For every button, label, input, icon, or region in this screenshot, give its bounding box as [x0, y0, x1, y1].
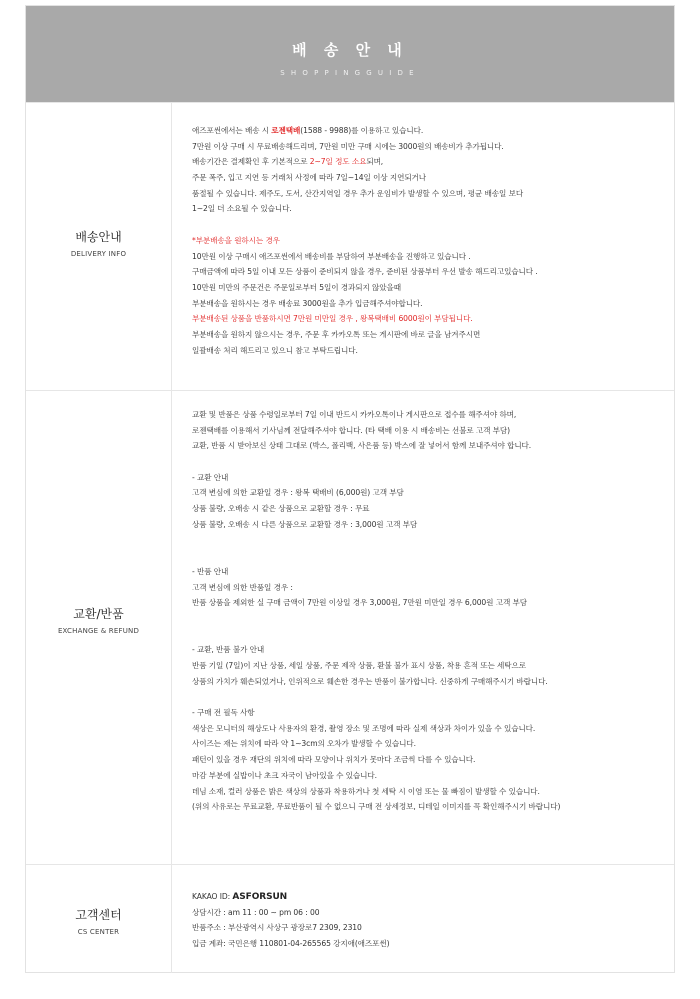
cs-lines	[192, 889, 390, 952]
delivery-lines	[192, 123, 538, 358]
partial-delivery-line: 부분배송을 원하시는 경우 배송료 3000원을 추가 입금해주셔야합니다.	[192, 298, 423, 308]
exchange-lines	[192, 407, 560, 815]
pre-purchase-line: (위의 사유로는 무료교환, 무료반품이 될 수 없으니 구매 전 상세정보, 디테일 이미지를 꼭 확인해주시기 바랍니다)	[192, 802, 561, 812]
pre-purchase-line: 마감 부분에 실밥이나 초크 자국이 남아있을 수 있습니다.	[192, 770, 377, 780]
cs-label-ko: 고객센터	[75, 908, 122, 922]
exchange-line: 교환 및 반품은 상품 수령일로부터 7일 이내 반드시 카카오톡이나 게시판으로 접수를 해주셔야 하며,	[192, 410, 517, 419]
exchange-guide-line: 고객 변심에 의한 교환일 경우 : 왕복 택배비 (6,000원) 고객 부담	[192, 488, 404, 498]
exchange-guide-heading: - 교환 안내	[192, 472, 229, 482]
pre-purchase-line: 사이즈는 재는 위치에 따라 약 1~3cm의 오차가 발생할 수 있습니다.	[192, 739, 416, 749]
exchange-section	[26, 390, 674, 865]
delivery-line: 애즈포썬에서는 배송 시 로젠택배(1588 - 9988)를 이용하고 있습니다.	[192, 126, 424, 135]
exchange-guide-line: 상품 불량, 오배송 시 다른 상품으로 교환할 경우 : 3,000원 고객 부담	[192, 519, 418, 529]
shopping-guide	[25, 5, 675, 973]
pre-purchase-line: 색상은 모니터의 해상도나 사용자의 환경, 촬영 장소 및 조명에 따라 실제 색상과 차이가 있을 수 있습니다.	[192, 723, 536, 733]
guide-title: 배 송 안 내	[292, 41, 408, 59]
partial-delivery-line: 부분배송을 원하지 않으시는 경우, 주문 후 카카오톡 또는 게시판에 바로 글을 남겨주시면	[192, 329, 481, 339]
cs-label	[26, 906, 171, 936]
delivery-line: 품절될 수 있습니다. 제주도, 도서, 산간지역일 경우 추가 운임비가 발생할 수 있으며, 평균 배송일 보다	[192, 188, 524, 198]
return-address: 반품주소 : 부산광역시 사상구 광장로7 2309, 2310	[192, 923, 362, 933]
pre-purchase-line: 패턴이 있을 경우 재단의 위치에 따라 모양이나 위치가 못마다 조금씩 다를 수 있습니다.	[192, 755, 476, 765]
delivery-label	[26, 228, 171, 258]
exchange-label	[26, 605, 171, 635]
exchange-line: 교환, 반품 시 받아보신 상태 그대로 (박스, 폴리백, 사은품 등) 박스에 잘 넣어서 함께 보내주셔야 합니다.	[192, 441, 532, 451]
delivery-line: 1~2일 더 소요될 수 있습니다.	[192, 204, 292, 214]
kakao-id: ASFORSUN	[232, 892, 288, 902]
delivery-label-en: DELIVERY INFO	[70, 250, 127, 258]
partial-delivery-warning: 부분배송된 상품을 반품하시면 7만원 미만일 경우 , 왕복택배비 6000원이 부담됩니다.	[192, 314, 473, 324]
refund-guide-line: 반품 상품을 제외한 실 구매 금액이 7만원 이상일 경우 3,000원, 7만원 미만일 경우 6,000원 고객 부담	[192, 598, 527, 608]
guide-header	[26, 6, 674, 102]
cs-label-en: CS CENTER	[77, 928, 120, 936]
delivery-line: 배송기간은 결제확인 후 기본적으로 2~7일 정도 소요되며,	[192, 157, 384, 167]
delivery-line: 7만원 이상 구매 시 무료배송해드리며, 7만원 미만 구매 시에는 3000원의 배송비가 추가됩니다.	[192, 141, 504, 151]
exchange-guide-line: 상품 불량, 오배송 시 같은 상품으로 교환할 경우 : 무료	[192, 504, 370, 514]
guide-subtitle: SHOPPINGGUIDE	[280, 69, 420, 77]
delivery-label-ko: 배송안내	[75, 230, 122, 244]
partial-delivery-line: 10만원 미만의 주문건은 주문일로부터 5일이 경과되지 않았을때	[192, 282, 401, 292]
kakao-id-line: KAKAO ID: ASFORSUN	[192, 892, 288, 902]
partial-delivery-heading: *부분배송을 원하시는 경우	[192, 235, 280, 245]
delivery-section	[26, 102, 674, 391]
partial-delivery-line: 일괄배송 처리 해드리고 있으니 참고 부탁드립니다.	[192, 345, 358, 355]
delivery-period: 2~7일 정도 소요	[309, 157, 367, 167]
partial-delivery-line: 구매금액에 따라 5일 이내 모든 상품이 준비되지 않을 경우, 준비된 상품부터 우선 발송 해드리고있습니다 .	[192, 267, 538, 277]
pre-purchase-line: 데님 소재, 컬러 상품은 밝은 색상의 상품과 착용하거나 첫 세탁 시 이염 또는 물 빠짐이 발생할 수 있습니다.	[192, 786, 540, 796]
refund-guide-heading: - 반품 안내	[192, 566, 229, 576]
delivery-line: 주문 폭주, 입고 지연 등 거래처 사정에 따라 7일~14일 이상 지연되거나	[192, 173, 427, 183]
no-return-line: 상품의 가치가 훼손되었거나, 인위적으로 훼손한 경우는 반품이 불가합니다. 신중하게 구매해주시기 바랍니다.	[192, 676, 548, 686]
no-return-heading: - 교환, 반품 불가 안내	[192, 645, 265, 655]
cs-content	[171, 865, 674, 973]
pre-purchase-heading: - 구매 전 필독 사항	[192, 708, 255, 718]
exchange-content	[171, 391, 674, 865]
bank-account: 입금 계좌: 국민은행 110801-04-265565 강지애(애즈포썬)	[192, 939, 390, 949]
courier-name: 로젠택배	[271, 126, 301, 135]
exchange-label-en: EXCHANGE & REFUND	[57, 627, 140, 635]
exchange-label-ko: 교환/반품	[73, 607, 124, 621]
delivery-content	[171, 103, 674, 391]
cs-section	[26, 864, 674, 973]
exchange-line: 로젠택배를 이용해서 기사님께 전달해주셔야 합니다. (타 택배 이용 시 배송비는 선불로 고객 부담)	[192, 425, 510, 435]
no-return-line: 반품 기일 (7일)이 지난 상품, 세일 상품, 주문 제작 상품, 환불 불가 표시 상품, 착용 흔적 또는 세탁으로	[192, 661, 526, 670]
cs-hours: 상담시간 : am 11 : 00 ~ pm 06 : 00	[192, 907, 320, 917]
refund-guide-line: 고객 변심에 의한 반품일 경우 :	[192, 582, 293, 592]
partial-delivery-line: 10만원 이상 구매시 애즈포썬에서 배송비를 부담하여 부분배송을 진행하고 있습니다 .	[192, 251, 471, 261]
